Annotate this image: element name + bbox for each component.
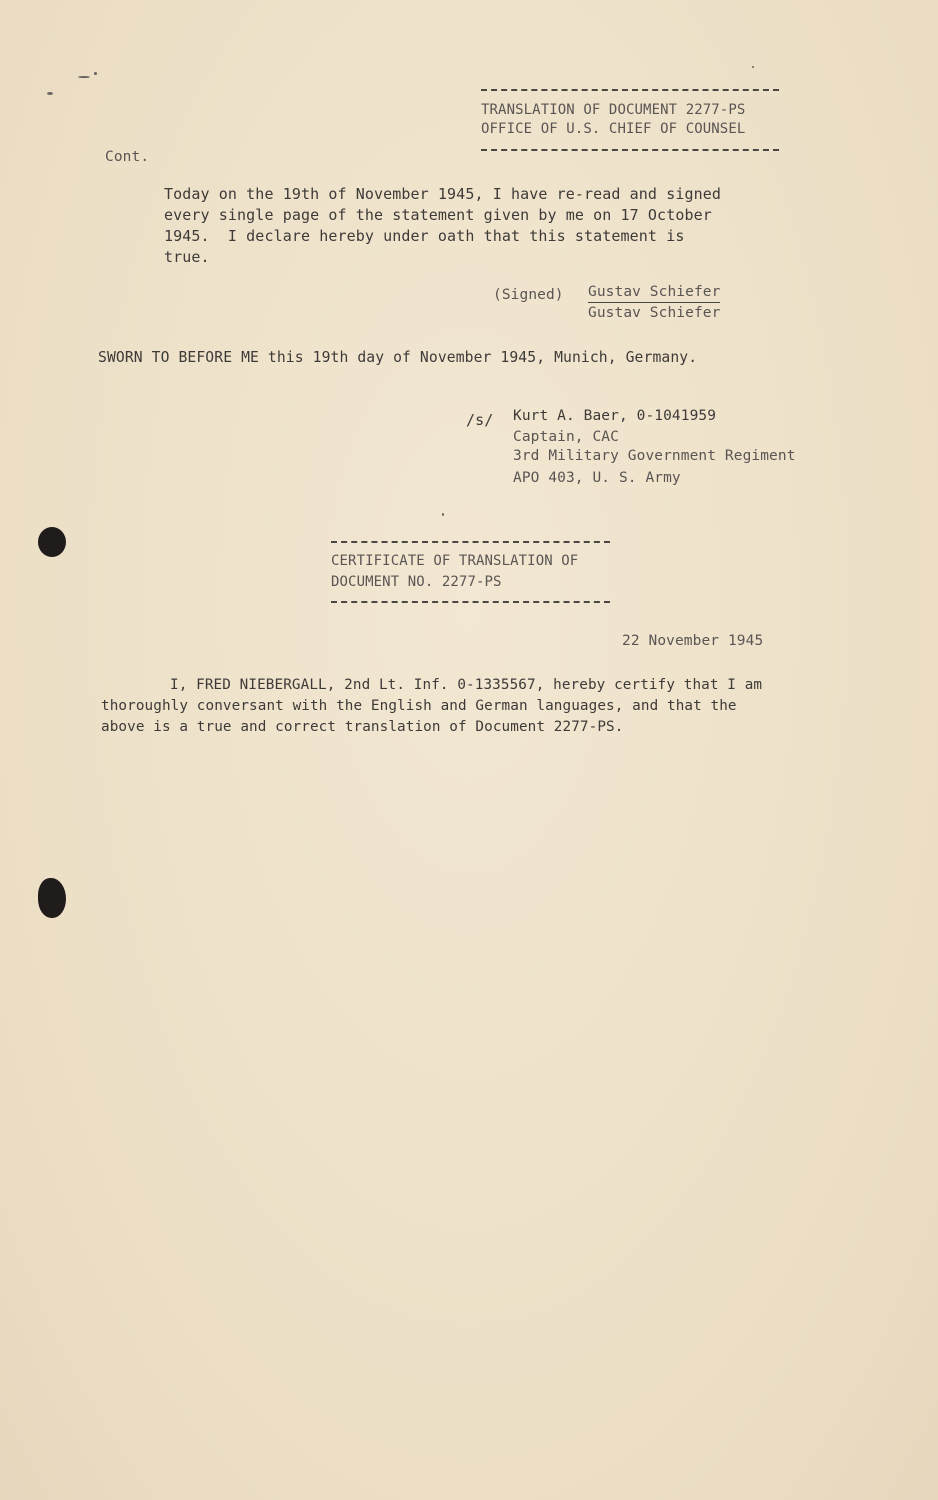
header-title: TRANSLATION OF DOCUMENT 2277-PS	[481, 102, 746, 118]
cont-label: Cont.	[105, 149, 150, 165]
officer-prefix: /s/	[466, 411, 494, 429]
punch-hole	[38, 878, 66, 918]
officer-address: APO 403, U. S. Army	[513, 470, 681, 486]
header-bottom-rule	[481, 149, 779, 151]
certificate-line: thoroughly conversant with the English and German languages, and that the	[101, 698, 737, 714]
officer-name: Kurt A. Baer, 0-1041959	[513, 408, 717, 424]
signature-prefix: (Signed)	[493, 287, 564, 303]
punch-hole	[38, 527, 66, 557]
certificate-line: above is a true and correct translation of Document 2277-PS.	[101, 719, 624, 735]
signature-signed-name: Gustav Schiefer	[588, 283, 720, 303]
certificate-date: 22 November 1945	[622, 633, 764, 649]
officer-unit: 3rd Military Government Regiment	[513, 448, 796, 464]
statement-line: Today on the 19th of November 1945, I have re-read and signed	[164, 185, 721, 203]
header-office: OFFICE OF U.S. CHIEF OF COUNSEL	[481, 121, 746, 137]
ink-speck	[94, 72, 97, 75]
statement-line: every single page of the statement given by me on 17 October	[164, 206, 712, 224]
header-top-rule	[481, 89, 779, 91]
certificate-line: I, FRED NIEBERGALL, 2nd Lt. Inf. 0-1335567, hereby certify that I am	[170, 677, 763, 693]
statement-line: true.	[164, 248, 210, 266]
statement-line: 1945. I declare hereby under oath that this statement is	[164, 227, 685, 245]
certificate-top-rule	[331, 541, 610, 543]
certificate-title: CERTIFICATE OF TRANSLATION OF	[331, 553, 579, 569]
ink-speck	[78, 76, 90, 78]
certificate-document-number: DOCUMENT NO. 2277-PS	[331, 574, 502, 590]
ink-speck	[47, 92, 53, 95]
signature-typed-name: Gustav Schiefer	[588, 305, 721, 321]
certificate-bottom-rule	[331, 601, 610, 603]
officer-rank: Captain, CAC	[513, 429, 619, 445]
sworn-statement: SWORN TO BEFORE ME this 19th day of November 1945, Munich, Germany.	[98, 349, 698, 366]
ink-speck	[442, 513, 444, 516]
ink-speck	[752, 66, 754, 68]
